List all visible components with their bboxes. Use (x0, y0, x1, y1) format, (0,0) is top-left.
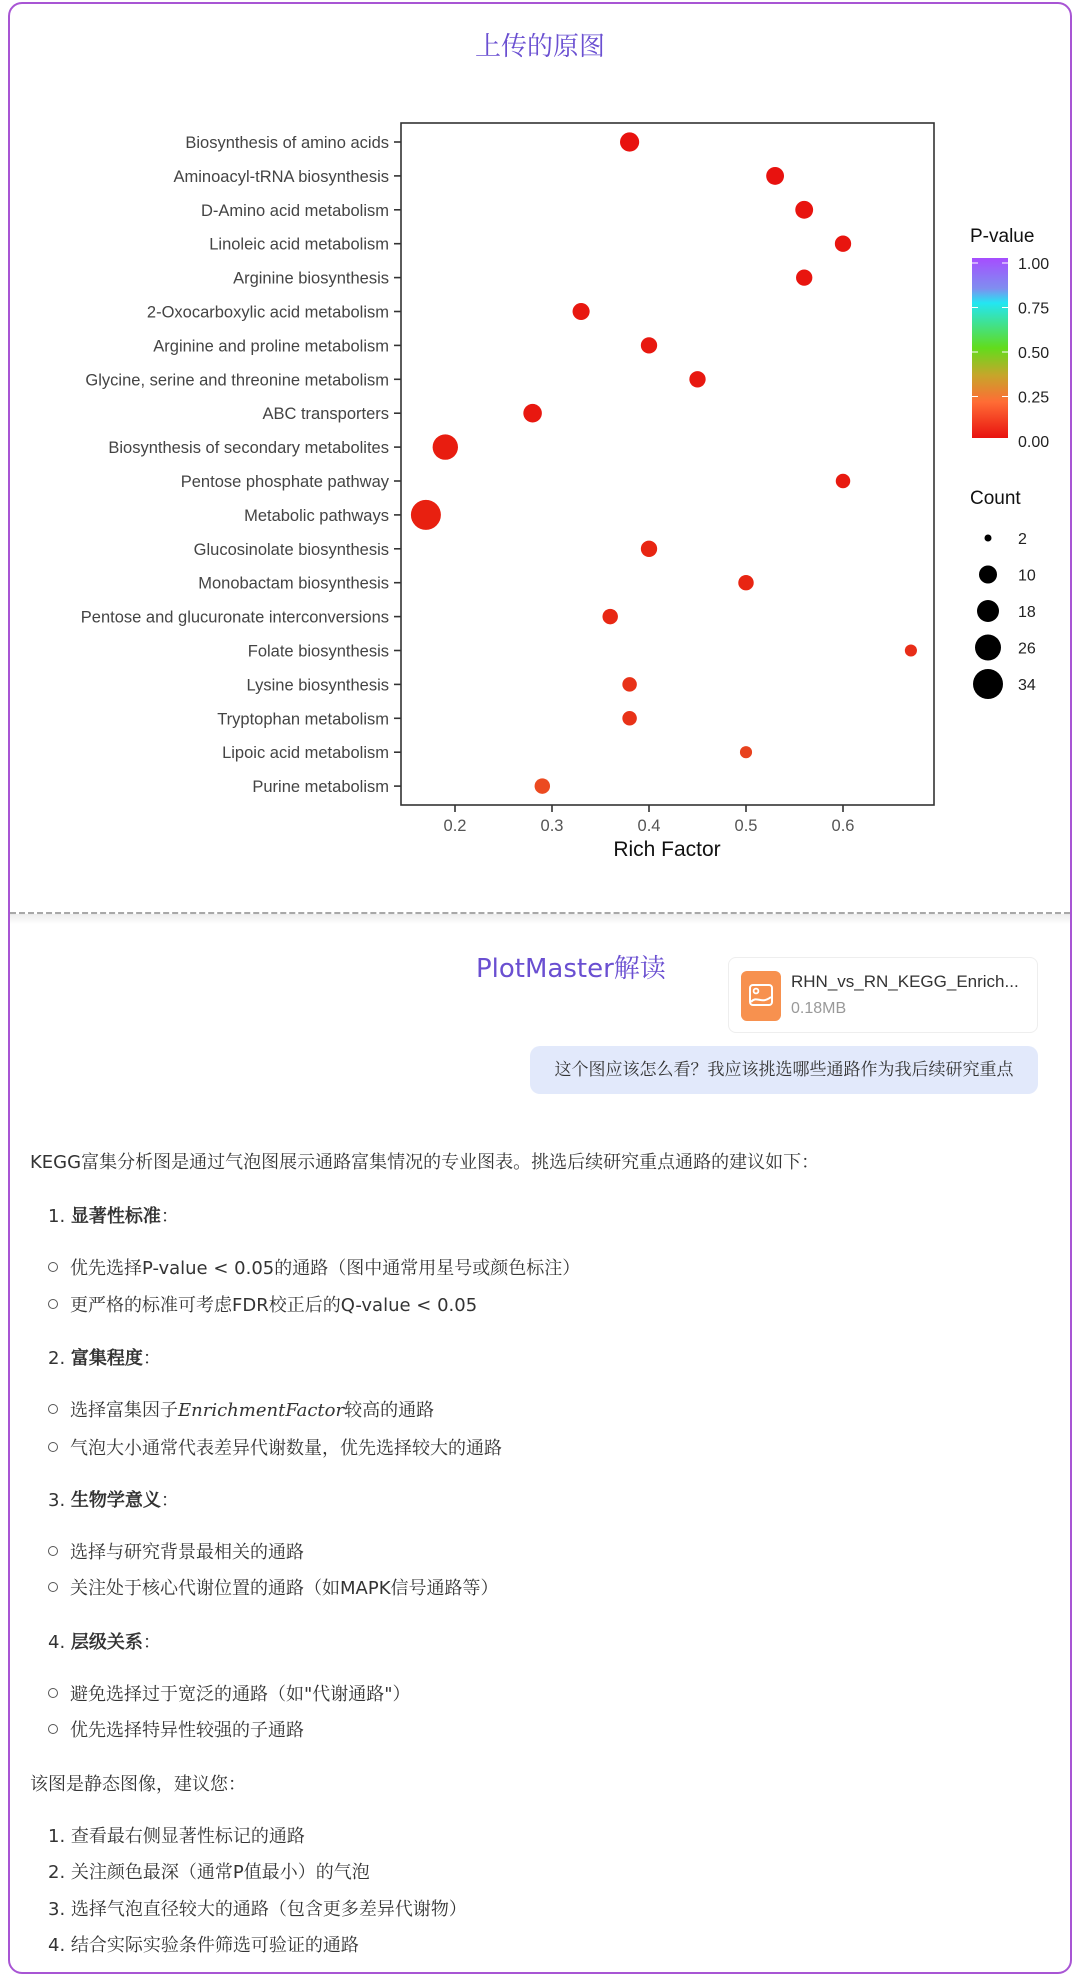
x-tick-label: 0.5 (734, 817, 758, 835)
pvalue-legend-title: P-value (970, 226, 1035, 247)
answer-intro: KEGG富集分析图是通过气泡图展示通路富集情况的专业图表。挑选后续研究重点通路的建议如下： (30, 1152, 820, 1173)
y-axis-label: Folate biosynthesis (247, 642, 389, 661)
y-axis-label: 2-Oxocarboxylic acid metabolism (146, 303, 389, 322)
step-item: 4. 结合实际实验条件筛选可验证的通路 (48, 1935, 359, 1956)
count-legend-label: 18 (1018, 604, 1036, 621)
pvalue-legend-tick: 0.25 (1018, 389, 1050, 407)
bullet-circle-icon (48, 1442, 58, 1452)
plot-panel (401, 123, 934, 805)
bubble-point (795, 201, 813, 219)
count-legend-circle (975, 635, 1001, 661)
kegg-bubble-chart (0, 100, 1080, 880)
bubble-point (836, 474, 850, 488)
bullet-item: 优先选择P-value < 0.05的通路（图中通常用星号或颜色标注） (48, 1254, 580, 1280)
pvalue-legend (970, 226, 1049, 451)
image-file-icon (741, 971, 781, 1021)
interpretation-title: PlotMaster解读 (476, 954, 666, 984)
y-axis-label: Tryptophan metabolism (217, 710, 389, 729)
count-legend-label: 26 (1018, 640, 1036, 658)
user-question-bubble: 这个图应该怎么看？我应该挑选哪些通路作为我后续研究重点 (530, 1046, 1038, 1094)
x-tick-label: 0.6 (831, 817, 855, 835)
step-item: 2. 关注颜色最深（通常P值最小）的气泡 (48, 1862, 370, 1883)
y-axis-label: Aminoacyl-tRNA biosynthesis (173, 167, 389, 186)
y-axis-label: Biosynthesis of amino acids (185, 134, 389, 152)
y-axis-label: Biosynthesis of secondary metabolites (108, 439, 389, 458)
bubble-point (641, 337, 657, 353)
x-tick-label: 0.2 (443, 817, 467, 835)
bubble-point (411, 500, 441, 530)
count-legend-circle (985, 535, 992, 542)
bullet-circle-icon (48, 1724, 58, 1734)
bubble-point (622, 677, 636, 691)
divider-shadow (10, 914, 1070, 924)
pvalue-legend-tick: 0.00 (1018, 434, 1050, 451)
y-axis-label: Monobactam biosynthesis (198, 574, 389, 593)
bullet-circle-icon (48, 1582, 58, 1592)
bubble-point (740, 746, 752, 758)
pvalue-legend-tick: 1.00 (1018, 256, 1050, 273)
bubble-point (523, 404, 542, 423)
bubble-point (796, 269, 812, 285)
x-axis (444, 805, 855, 835)
section-heading-4: 4. 层级关系： (48, 1632, 161, 1653)
y-axis-label: Glucosinolate biosynthesis (193, 540, 389, 559)
bubble-point (602, 609, 617, 624)
bubble-point (433, 434, 458, 459)
count-legend-label: 2 (1018, 531, 1027, 548)
bubble-point (620, 132, 639, 151)
y-axis-label: Arginine biosynthesis (233, 269, 389, 288)
bubble-point (622, 711, 636, 725)
step-item: 1. 查看最右侧显著性标记的通路 (48, 1826, 305, 1847)
pvalue-legend-tick: 0.50 (1018, 345, 1050, 362)
count-legend (970, 488, 1036, 699)
y-axis-label: Glycine, serine and threonine metabolism (85, 371, 389, 390)
bullet-item: 关注处于核心代谢位置的通路（如MAPK信号通路等） (48, 1574, 499, 1600)
attached-file-card[interactable] (728, 957, 1038, 1033)
static-image-note: 该图是静态图像，建议您： (30, 1774, 246, 1795)
y-axis-label: Arginine and proline metabolism (153, 337, 389, 356)
pvalue-colorbar (972, 258, 1008, 438)
bullet-item: 选择与研究背景最相关的通路 (48, 1538, 304, 1564)
math-enrichment-factor: EnrichmentFactor (178, 1400, 345, 1421)
x-axis-title: Rich Factor (613, 838, 721, 861)
y-axis-label: ABC transporters (262, 405, 389, 424)
bullet-item: 优先选择特异性较强的子通路 (48, 1716, 304, 1742)
step-item: 3. 选择气泡直径较大的通路（包含更多差异代谢物） (48, 1899, 467, 1920)
count-legend-circle (973, 669, 1003, 699)
count-legend-label: 34 (1018, 677, 1036, 694)
bullet-item: 选择富集因子EnrichmentFactor较高的通路 (48, 1396, 434, 1422)
x-tick-label: 0.4 (637, 817, 661, 835)
y-axis-label: Linoleic acid metabolism (209, 235, 389, 254)
bullet-item: 更严格的标准可考虑FDR校正后的Q-value < 0.05 (48, 1291, 477, 1317)
count-legend-label: 10 (1018, 567, 1036, 585)
bubble-point (738, 575, 753, 590)
count-legend-circle (977, 600, 999, 622)
bubble-point (905, 644, 917, 656)
y-axis-label: Purine metabolism (252, 778, 389, 797)
bubble-point (689, 371, 705, 387)
bubble-point (573, 303, 590, 320)
section-heading-2: 2. 富集程度： (48, 1348, 161, 1369)
section-heading-3: 3. 生物学意义： (48, 1490, 179, 1511)
x-tick-label: 0.3 (540, 817, 564, 835)
bullet-circle-icon (48, 1404, 58, 1414)
bubble-point (535, 778, 550, 793)
y-axis-label: Lipoic acid metabolism (222, 744, 389, 763)
y-axis-label: Pentose and glucuronate interconversions (80, 608, 389, 627)
count-legend-title: Count (970, 488, 1021, 509)
bubble-point (766, 167, 784, 185)
count-legend-circle (979, 566, 997, 584)
section-heading-1: 1. 显著性标准： (48, 1206, 179, 1227)
file-size: 0.18MB (791, 1000, 847, 1017)
y-axis-label: Pentose phosphate pathway (180, 473, 389, 491)
bubble-point (641, 541, 657, 557)
bullet-circle-icon (48, 1299, 58, 1309)
bubble-point (835, 236, 851, 252)
bullet-item: 避免选择过于宽泛的通路（如"代谢通路"） (48, 1680, 411, 1706)
y-axis-label: D-Amino acid metabolism (201, 201, 389, 220)
y-axis-label: Metabolic pathways (244, 506, 389, 525)
bullet-circle-icon (48, 1262, 58, 1272)
bullet-item: 气泡大小通常代表差异代谢数量，优先选择较大的通路 (48, 1434, 502, 1460)
bullet-circle-icon (48, 1688, 58, 1698)
y-axis-label: Lysine biosynthesis (246, 676, 389, 695)
file-name: RHN_vs_RN_KEGG_Enrich... (791, 972, 1019, 991)
upload-section-title: 上传的原图 (474, 32, 605, 62)
data-points (411, 132, 917, 793)
pvalue-legend-tick: 0.75 (1018, 300, 1050, 318)
y-axis-labels (81, 134, 401, 796)
bullet-circle-icon (48, 1546, 58, 1556)
